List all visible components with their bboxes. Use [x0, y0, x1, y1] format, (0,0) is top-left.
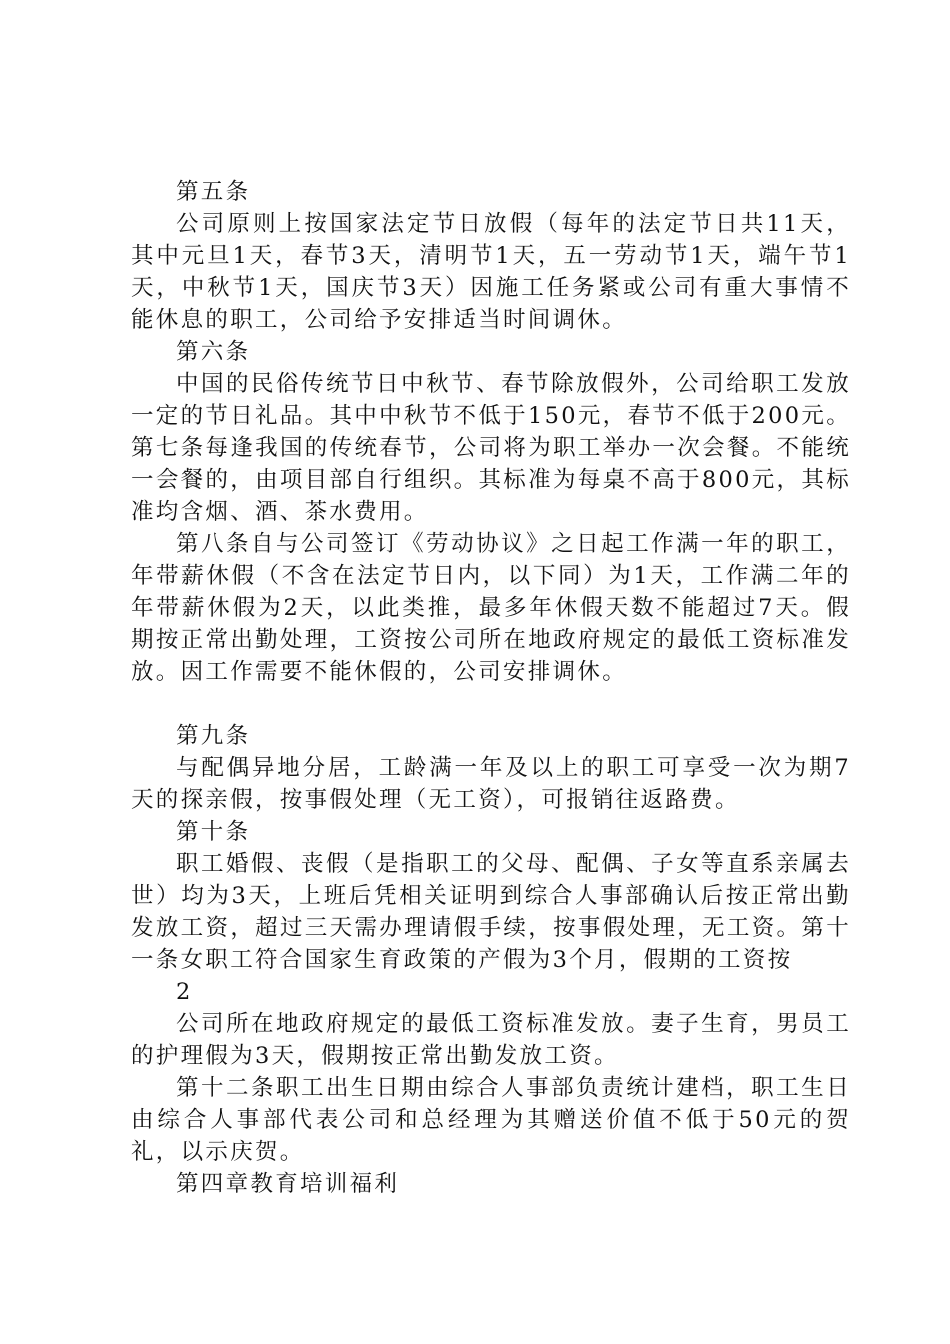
article-10-heading: 第十条 [176, 819, 251, 845]
article-6-body: 中国的民俗传统节日中秋节、春节除放假外，公司给职工发放一定的节日礼品。其中中秋节不低于150元，春节不低于200元。第七条每逢我国的传统春节，公司将为职工举办一次会餐。不能统一会餐的，由项目部自行组织。其标准为每桌不高于800元，其标准均含烟、酒、茶水费用。 [131, 371, 851, 525]
paragraph-spacer [131, 688, 851, 720]
chapter-4-heading: 第四章教育培训福利 [176, 1171, 400, 1197]
article-10-body: 职工婚假、丧假（是指职工的父母、配偶、子女等直系亲属去世）均为3天，上班后凭相关证明到综合人事部确认后按正常出勤发放工资，超过三天需办理请假手续，按事假处理，无工资。第十一条女职工符合国家生育政策的产假为3个月，假期的工资按 [131, 851, 851, 973]
article-6-heading: 第六条 [176, 339, 251, 365]
article-9-heading: 第九条 [176, 723, 251, 749]
article-12-body: 第十二条职工出生日期由综合人事部负责统计建档，职工生日由综合人事部代表公司和总经理为其赠送价值不低于50元的贺礼，以示庆贺。 [131, 1075, 851, 1165]
article-11-continuation: 公司所在地政府规定的最低工资标准发放。妻子生育，男员工的护理假为3天，假期按正常出勤发放工资。 [131, 1011, 851, 1069]
article-5-body: 公司原则上按国家法定节日放假（每年的法定节日共11天，其中元旦1天，春节3天，清明节1天，五一劳动节1天，端午节1天，中秋节1天，国庆节3天）因施工任务紧或公司有重大事情不能休息的职工，公司给予安排适当时间调休。 [131, 211, 851, 333]
document-page [131, 176, 851, 1200]
article-9-body: 与配偶异地分居，工龄满一年及以上的职工可享受一次为期7天的探亲假，按事假处理（无工资），可报销往返路费。 [131, 755, 851, 813]
article-5-heading: 第五条 [176, 179, 251, 205]
page-number: 2 [176, 979, 193, 1005]
article-8-body: 第八条自与公司签订《劳动协议》之日起工作满一年的职工，年带薪休假（不含在法定节日内，以下同）为1天，工作满二年的年带薪休假为2天，以此类推，最多年休假天数不能超过7天。假期按正常出勤处理，工资按公司所在地政府规定的最低工资标准发放。因工作需要不能休假的，公司安排调休。 [131, 531, 851, 685]
